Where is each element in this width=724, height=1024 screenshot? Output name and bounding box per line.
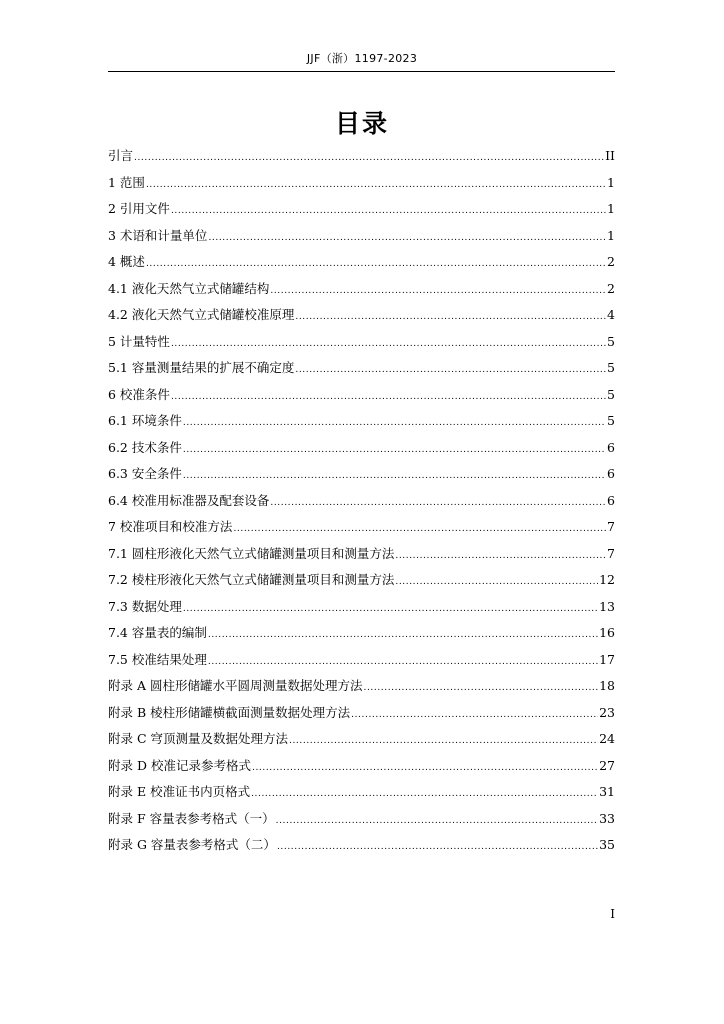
toc-entry-label: 7.1 圆柱形液化天然气立式储罐测量项目和测量方法 [108,545,395,561]
toc-entry[interactable] [108,569,615,596]
toc-entry-page: 18 [599,678,615,693]
toc-entry-page: 35 [599,837,615,852]
toc-entry-page: 33 [599,810,615,826]
toc-entry[interactable] [108,755,615,782]
toc-entry-label: 附录 G 容量表参考格式（二） [108,837,276,852]
toc-entry-label: 附录 C 穹顶测量及数据处理方法 [108,731,289,746]
toc-leader-dots [208,649,598,673]
toc-entry-page: 24 [599,731,615,746]
toc-entry[interactable] [108,304,615,331]
toc-leader-dots [208,225,606,249]
toc-entry-label: 7 校准项目和校准方法 [108,519,233,534]
toc-entry-label: 附录 B 棱柱形储罐横截面测量数据处理方法 [108,704,351,720]
toc-entry[interactable] [108,145,615,172]
toc-entry[interactable] [108,198,615,225]
toc-entry-page: 4 [607,307,615,322]
toc-leader-dots [134,145,604,169]
toc-leader-dots [289,728,598,752]
toc-entry[interactable] [108,596,615,623]
toc-entry-label: 4.2 液化天然气立式储罐校准原理 [108,307,295,322]
toc-entry[interactable] [108,781,615,808]
toc-entry[interactable] [108,357,615,384]
toc-leader-dots [395,569,598,593]
toc-entry-page: 5 [607,413,615,428]
toc-entry-label: 2 引用文件 [108,201,170,216]
toc-entry[interactable] [108,834,615,861]
toc-entry[interactable] [108,331,615,358]
toc-entry-page: 31 [599,784,615,799]
toc-entry-label: 6 校准条件 [108,386,170,402]
toc-entry-label: 1 范围 [108,174,145,190]
toc-entry-page: II [605,148,615,163]
toc-entry-page: 6 [607,466,615,481]
toc-entry[interactable] [108,225,615,252]
toc-leader-dots [363,675,598,699]
header-divider [108,71,615,72]
toc-entry-page: 16 [599,625,615,640]
toc-entry[interactable] [108,463,615,490]
toc-entry-page: 2 [607,254,615,269]
toc-leader-dots [351,702,598,726]
toc-entry-label: 3 术语和计量单位 [108,227,208,243]
toc-entry-label: 5.1 容量测量结果的扩展不确定度 [108,360,295,375]
toc-leader-dots [183,463,606,487]
toc-leader-dots [208,622,598,646]
toc-entry-label: 6.2 技术条件 [108,439,182,455]
toc-entry-label: 附录 F 容量表参考格式（一） [108,810,275,826]
toc-entry[interactable] [108,278,615,305]
toc-leader-dots [183,410,606,434]
toc-entry-label: 7.4 容量表的编制 [108,625,207,640]
toc-entry-page: 12 [599,572,615,587]
toc-leader-dots [252,755,598,779]
toc-leader-dots [395,543,606,567]
toc-leader-dots [277,834,598,858]
toc-entry[interactable] [108,675,615,702]
toc-leader-dots [295,304,606,328]
toc-entry-page: 13 [599,598,615,614]
table-of-contents [108,145,615,861]
toc-entry[interactable] [108,251,615,278]
toc-leader-dots [270,278,606,302]
toc-entry-page: 27 [599,757,615,773]
toc-leader-dots [183,596,598,620]
toc-entry-page: 7 [607,519,615,534]
toc-leader-dots [146,251,606,275]
toc-entry-page: 2 [607,280,615,296]
toc-entry-label: 附录 D 校准记录参考格式 [108,757,251,773]
toc-entry-page: 1 [607,174,615,190]
toc-entry[interactable] [108,622,615,649]
toc-entry-page: 1 [607,227,615,243]
toc-entry-page: 7 [607,545,615,561]
toc-entry-page: 6 [607,439,615,455]
toc-entry-label: 附录 E 校准证书内页格式 [108,784,251,799]
toc-leader-dots [233,516,606,540]
document-code-header: JJF（浙）1197-2023 [306,52,418,65]
toc-entry[interactable] [108,410,615,437]
toc-entry-label: 7.5 校准结果处理 [108,651,207,667]
toc-entry-label: 5 计量特性 [108,333,170,349]
toc-entry-page: 1 [607,201,615,216]
toc-entry[interactable] [108,172,615,199]
toc-entry[interactable] [108,649,615,676]
toc-leader-dots [171,198,606,222]
toc-entry-label: 6.3 安全条件 [108,466,182,481]
toc-leader-dots [251,781,598,805]
toc-entry-page: 5 [607,360,615,375]
toc-entry-page: 6 [607,492,615,508]
toc-leader-dots [270,490,606,514]
toc-entry[interactable] [108,437,615,464]
toc-leader-dots [295,357,606,381]
toc-entry[interactable] [108,808,615,835]
toc-entry[interactable] [108,490,615,517]
toc-leader-dots [171,331,606,355]
toc-entry-label: 4 概述 [108,254,145,269]
toc-entry-label: 7.3 数据处理 [108,598,182,614]
toc-entry[interactable] [108,728,615,755]
toc-entry-page: 17 [599,651,615,667]
toc-leader-dots [183,437,606,461]
toc-entry-label: 引言 [108,148,134,163]
toc-entry-page: 5 [607,386,615,402]
page-number: I [610,907,615,921]
toc-entry-page: 23 [599,704,615,720]
toc-leader-dots [276,808,598,832]
toc-entry-label: 6.1 环境条件 [108,413,182,428]
toc-entry[interactable] [108,384,615,411]
toc-entry[interactable] [108,702,615,729]
toc-leader-dots [171,384,606,408]
toc-entry-page: 5 [607,333,615,349]
toc-leader-dots [146,172,606,196]
toc-entry-label: 6.4 校准用标准器及配套设备 [108,492,270,508]
toc-entry-label: 7.2 棱柱形液化天然气立式储罐测量项目和测量方法 [108,572,395,587]
toc-entry[interactable] [108,516,615,543]
toc-entry-label: 4.1 液化天然气立式储罐结构 [108,280,270,296]
toc-entry[interactable] [108,543,615,570]
page-title: 目录 [334,109,389,138]
toc-entry-label: 附录 A 圆柱形储罐水平圆周测量数据处理方法 [108,678,363,693]
